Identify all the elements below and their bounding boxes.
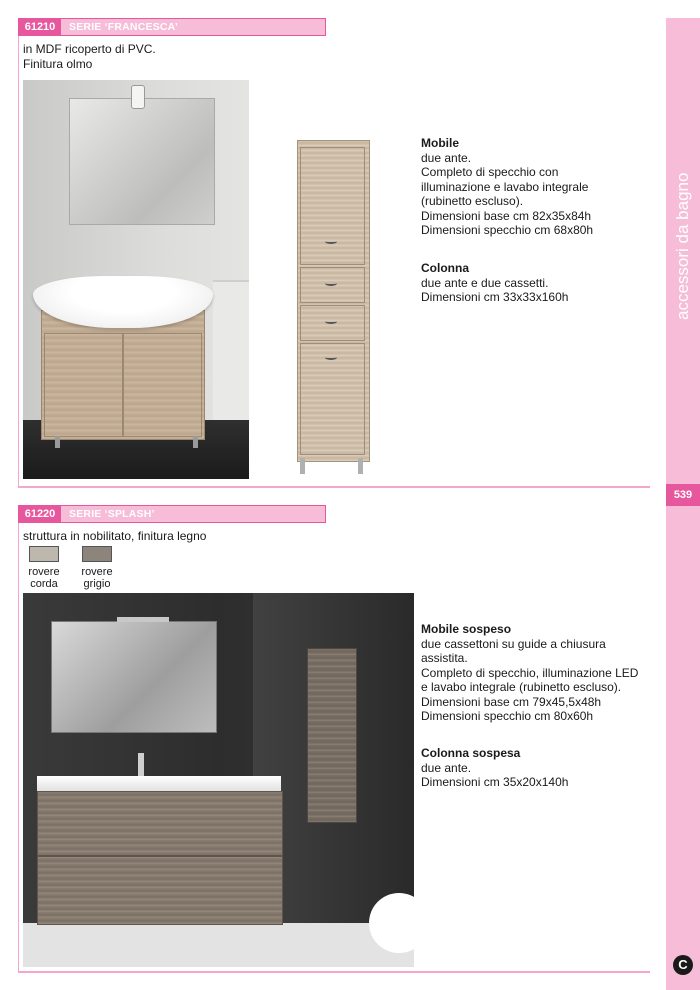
product-description-mobile-sospeso bbox=[421, 622, 656, 724]
desc-line: due ante e due cassetti. bbox=[421, 275, 549, 290]
section-border-left bbox=[18, 36, 19, 488]
swatch-label: rovere grigio bbox=[81, 566, 113, 590]
product-name: Mobile bbox=[421, 136, 459, 150]
desc-line: Dimensioni cm 35x20x140h bbox=[421, 775, 569, 789]
vanity-cabinet-image bbox=[41, 310, 205, 440]
desc-line: (rubinetto escluso). bbox=[421, 194, 524, 208]
led-lamp-icon bbox=[117, 617, 169, 622]
intro-line: Finitura olmo bbox=[23, 56, 93, 71]
product-name: Colonna bbox=[421, 261, 469, 275]
section-header-francesca bbox=[18, 18, 326, 36]
desc-line: Dimensioni cm 33x33x160h bbox=[421, 290, 569, 304]
section-intro bbox=[23, 529, 323, 544]
desc-line: illuminazione e lavabo integrale bbox=[421, 179, 589, 194]
vanity-cabinet-image bbox=[37, 791, 283, 925]
hanging-column-image bbox=[307, 648, 357, 823]
desc-line: due ante. bbox=[421, 150, 472, 165]
desc-line: Dimensioni specchio cm 80x60h bbox=[421, 709, 594, 723]
desc-line: Completo di specchio, illuminazione LED bbox=[421, 665, 639, 680]
section-divider bbox=[18, 486, 650, 488]
product-code: 61220 bbox=[19, 506, 61, 522]
series-title: SERIE ‘SPLASH’ bbox=[69, 508, 155, 520]
desc-line: assistita. bbox=[421, 651, 468, 665]
swatch-rovere-grigio bbox=[82, 546, 112, 562]
desc-line: Dimensioni base cm 79x45,5x48h bbox=[421, 694, 602, 709]
page-number: 539 bbox=[666, 484, 700, 506]
mirror-image bbox=[51, 621, 217, 733]
intro-line: in MDF ricoperto di PVC. bbox=[23, 42, 156, 56]
swatch-rovere-corda bbox=[29, 546, 59, 562]
desc-line: Dimensioni specchio cm 68x80h bbox=[421, 223, 594, 237]
product-description-mobile bbox=[421, 136, 656, 238]
section-header-splash bbox=[18, 505, 326, 523]
brand-logo-icon: C bbox=[673, 955, 693, 975]
desc-line: Completo di specchio con bbox=[421, 165, 559, 179]
faucet-image bbox=[138, 753, 144, 777]
product-photo-splash bbox=[23, 593, 414, 967]
product-description-colonna-sospesa bbox=[421, 746, 656, 790]
desc-line: e lavabo integrale (rubinetto escluso). bbox=[421, 680, 622, 694]
desc-line: due cassettoni su guide a chiusura bbox=[421, 636, 606, 651]
section-border-left bbox=[18, 523, 19, 973]
swatch-label: rovere corda bbox=[28, 566, 60, 590]
mirror-image bbox=[69, 98, 215, 225]
series-title: SERIE ‘FRANCESCA’ bbox=[69, 21, 178, 33]
lamp-icon bbox=[131, 85, 145, 109]
section-divider bbox=[18, 971, 650, 973]
desc-line: due ante. bbox=[421, 760, 472, 775]
product-code: 61210 bbox=[19, 19, 61, 35]
product-name: Colonna sospesa bbox=[421, 746, 521, 760]
column-cabinet-image bbox=[297, 140, 370, 462]
washbasin-image bbox=[37, 776, 281, 792]
intro-line: struttura in nobilitato, finitura legno bbox=[23, 529, 207, 543]
column-leg bbox=[300, 458, 305, 474]
desc-line: Dimensioni base cm 82x35x84h bbox=[421, 208, 592, 223]
product-name: Mobile sospeso bbox=[421, 622, 512, 636]
column-leg bbox=[358, 458, 363, 474]
product-description-colonna bbox=[421, 261, 656, 305]
sidebar-category-label: accessori da bagno bbox=[673, 172, 692, 320]
product-photo-francesca bbox=[23, 80, 249, 479]
section-intro bbox=[23, 42, 323, 71]
